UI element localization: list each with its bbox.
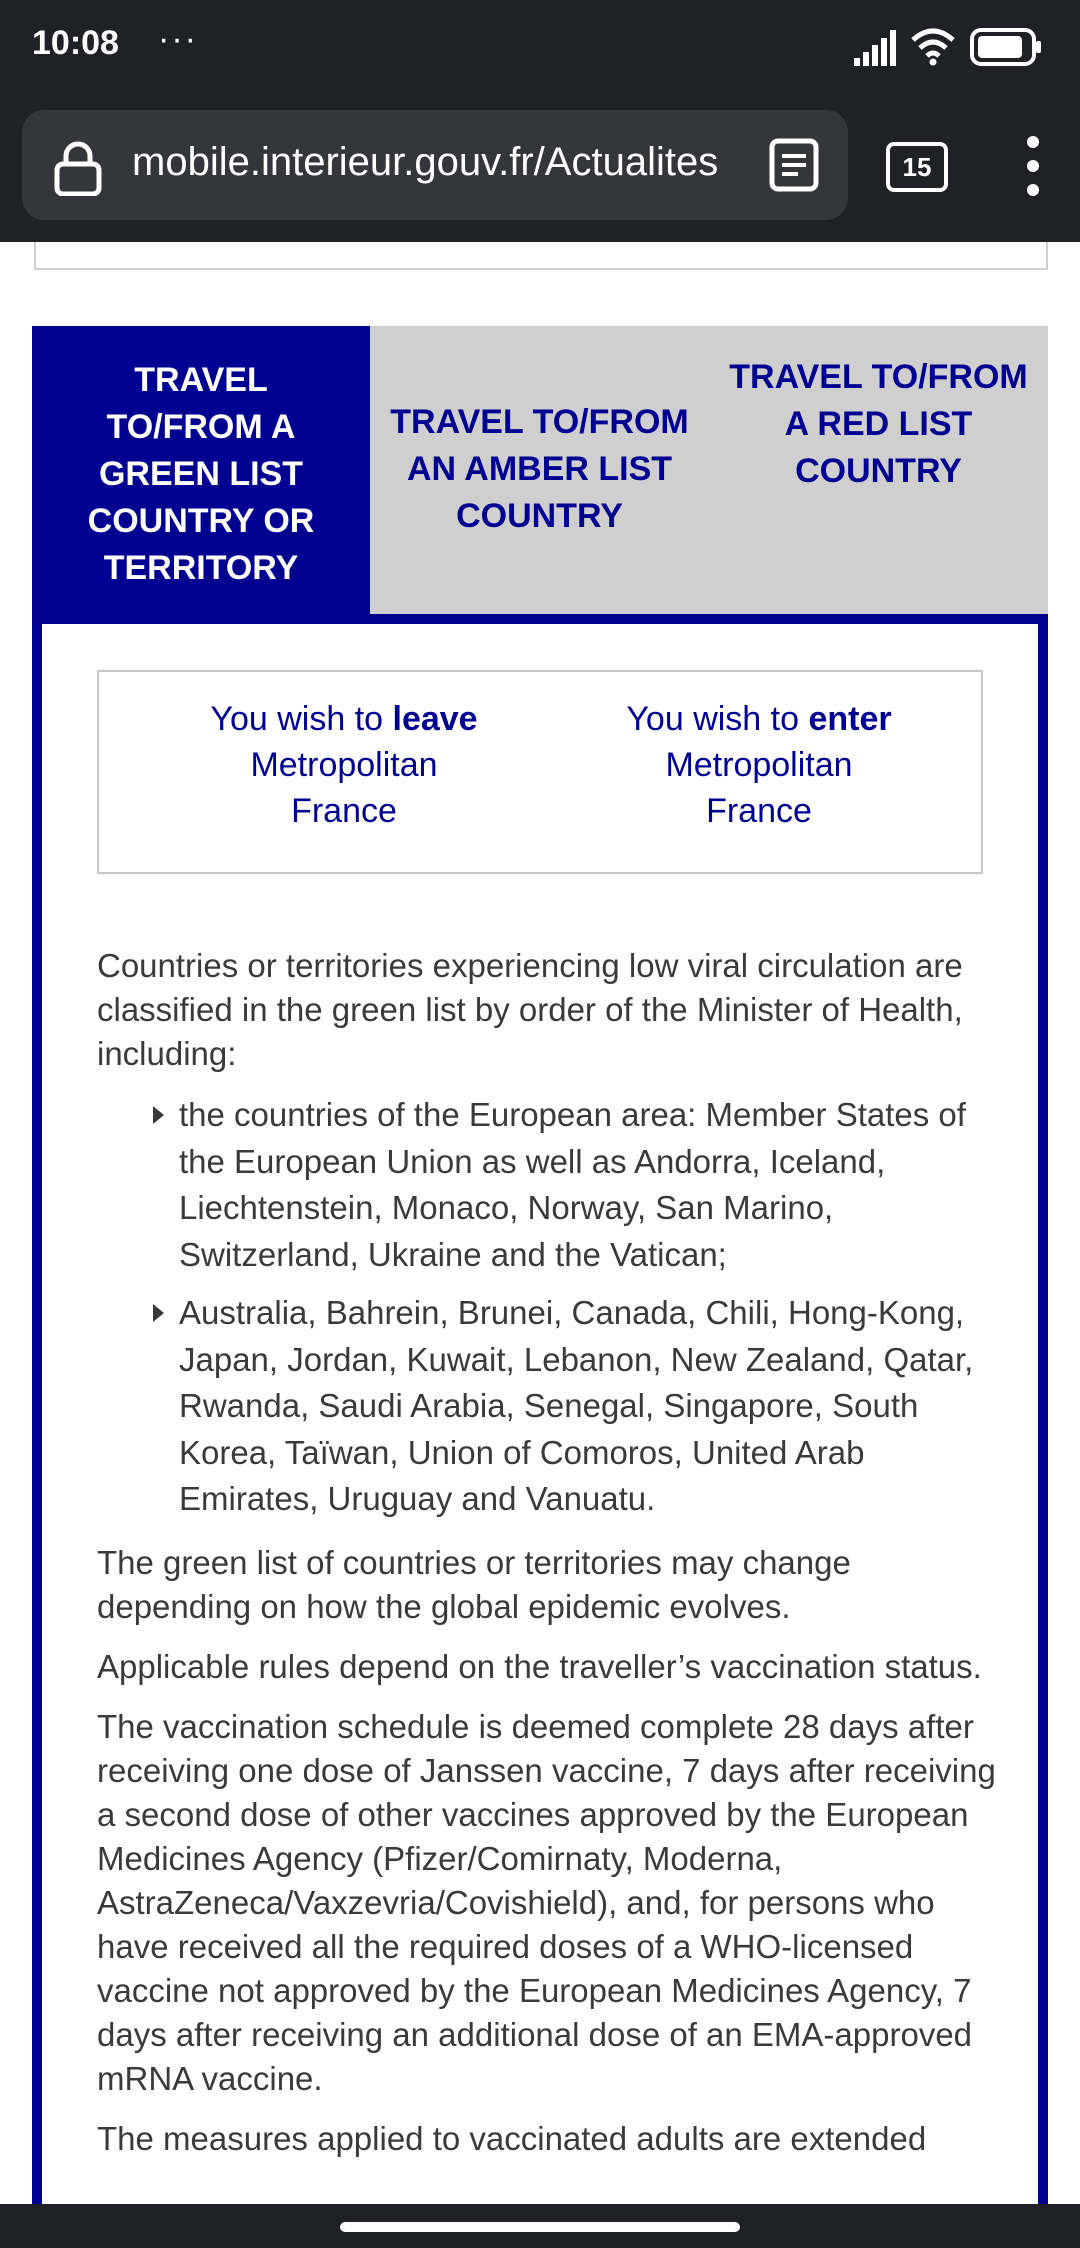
paragraph-measures: The measures applied to vaccinated adults are extended bbox=[97, 2119, 927, 2157]
list-item-text: Australia, Bahrein, Brunei, Canada, Chili, Hong-Kong, Japan, Jordan, Kuwait, Lebanon, New Zealand, Qatar, Rwanda, Saudi Arabia, Senegal, Singapore, South Korea, Taïwan, Union of Comoros, United Arab Emirates, Uruguay and Vanuatu. bbox=[179, 1294, 974, 1517]
enter-destination: Metropolitan France bbox=[665, 746, 853, 830]
system-nav-bar bbox=[0, 2204, 1080, 2248]
reader-mode-icon[interactable] bbox=[768, 138, 820, 192]
leave-france-link[interactable] bbox=[194, 696, 494, 834]
article-content bbox=[97, 944, 997, 2177]
triangle-bullet-icon bbox=[153, 1304, 164, 1322]
list-item bbox=[179, 1290, 997, 1523]
direction-choice-box bbox=[97, 670, 983, 874]
paragraph-rules: Applicable rules depend on the traveller’s vaccination status. bbox=[97, 1647, 982, 1685]
enter-france-link[interactable] bbox=[609, 696, 909, 834]
tab-panel-green-list bbox=[32, 614, 1048, 2204]
travel-tabs bbox=[32, 326, 1048, 622]
paragraph-vaccination-schedule: The vaccination schedule is deemed complete 28 days after receiving one dose of Janssen vaccine, 7 days after receiving a second dose of other vaccines approved by the European Medicines Agency (Pfizer/Comirnaty, Moderna, AstraZeneca/Vaxzevria/Covishield), and, for persons who have received all the required doses of a WHO-licensed vaccine not approved by the European Medicines Agency, 7 days after receiving an additional dose of an EMA-approved mRNA vaccine. bbox=[97, 1707, 996, 2097]
home-indicator[interactable] bbox=[340, 2222, 740, 2232]
more-menu-icon[interactable] bbox=[1020, 134, 1046, 198]
url-text[interactable]: mobile.interieur.gouv.fr/Actualites bbox=[132, 140, 719, 184]
list-item bbox=[179, 1092, 997, 1278]
leave-destination: Metropolitan France bbox=[250, 746, 438, 830]
wifi-icon bbox=[910, 26, 956, 66]
tab-green-list[interactable] bbox=[32, 326, 370, 622]
leave-prefix: You wish to bbox=[210, 700, 393, 738]
tab-switcher-button[interactable]: 15 bbox=[886, 142, 948, 192]
leave-verb: leave bbox=[392, 700, 478, 738]
status-time: 10:08 bbox=[32, 24, 119, 62]
green-list-countries bbox=[97, 1092, 997, 1523]
lock-icon[interactable] bbox=[52, 140, 104, 196]
previous-section-box bbox=[34, 242, 1048, 270]
web-page bbox=[0, 242, 1080, 2204]
tab-red-list-label: TRAVEL TO/FROM A RED LIST COUNTRY bbox=[729, 357, 1028, 490]
list-item-text: the countries of the European area: Member States of the European Union as well as Andorra, Iceland, Liechtenstein, Monaco, Norway, San Marino, Switzerland, Ukraine and the Vatican; bbox=[179, 1096, 966, 1273]
triangle-bullet-icon bbox=[153, 1106, 164, 1124]
tab-red-list[interactable] bbox=[709, 326, 1048, 522]
notification-dots: ··· bbox=[158, 20, 198, 58]
address-bar[interactable] bbox=[22, 110, 848, 220]
battery-icon bbox=[970, 28, 1042, 66]
signal-icon bbox=[854, 30, 898, 66]
enter-verb: enter bbox=[808, 700, 892, 738]
tab-green-list-label: TRAVEL TO/FROM A GREEN LIST COUNTRY OR TERRITORY bbox=[87, 360, 315, 587]
tab-amber-list-label: TRAVEL TO/FROM AN AMBER LIST COUNTRY bbox=[390, 402, 689, 535]
status-bar bbox=[0, 0, 1080, 96]
paragraph-list-change: The green list of countries or territories may change depending on how the global epidemic evolves. bbox=[97, 1543, 851, 1625]
enter-prefix: You wish to bbox=[626, 700, 809, 738]
tab-amber-list[interactable] bbox=[370, 344, 709, 594]
browser-toolbar bbox=[0, 96, 1080, 242]
intro-paragraph: Countries or territories experiencing low viral circulation are classified in the green list by order of the Minister of Health, including: bbox=[97, 947, 963, 1072]
